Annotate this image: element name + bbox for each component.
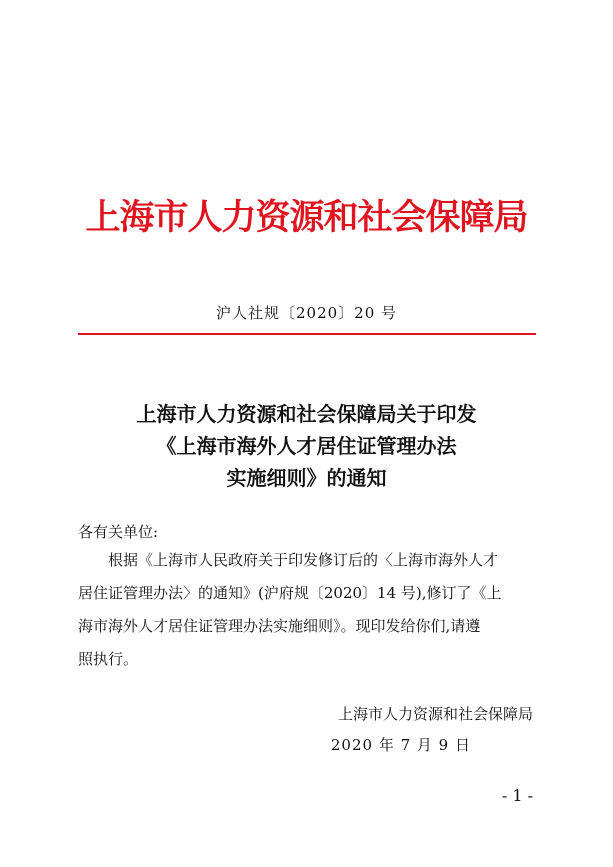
body-line-4: 照执行。: [78, 650, 139, 668]
title-line-2: 《上海市海外人才居住证管理办法: [156, 434, 457, 458]
issuer-header: 上海市人力资源和社会保障局: [85, 197, 528, 238]
signer-name: 上海市人力资源和社会保障局: [337, 705, 533, 723]
red-divider-line: [78, 333, 536, 335]
document-title: [0, 398, 613, 494]
document-number: 沪人社规〔2020〕20 号: [215, 304, 398, 322]
title-line-1: 上海市人力资源和社会保障局关于印发: [136, 402, 477, 426]
signature-date: 2020 年 7 月 9 日: [330, 736, 471, 754]
page-number: - 1 -: [501, 786, 533, 805]
title-line-3: 实施细则》的通知: [226, 466, 387, 490]
body-line-2: 居住证管理办法〉的通知》(沪府规〔2020〕14 号),修订了《上: [78, 584, 502, 602]
salutation: 各有关单位:: [78, 523, 159, 541]
body-line-1: 根据《上海市人民政府关于印发修订后的〈上海市海外人才: [108, 551, 499, 569]
body-line-3: 海市海外人才居住证管理办法实施细则》。现印发给你们,请遵: [78, 617, 481, 635]
body-paragraph: [78, 544, 534, 676]
